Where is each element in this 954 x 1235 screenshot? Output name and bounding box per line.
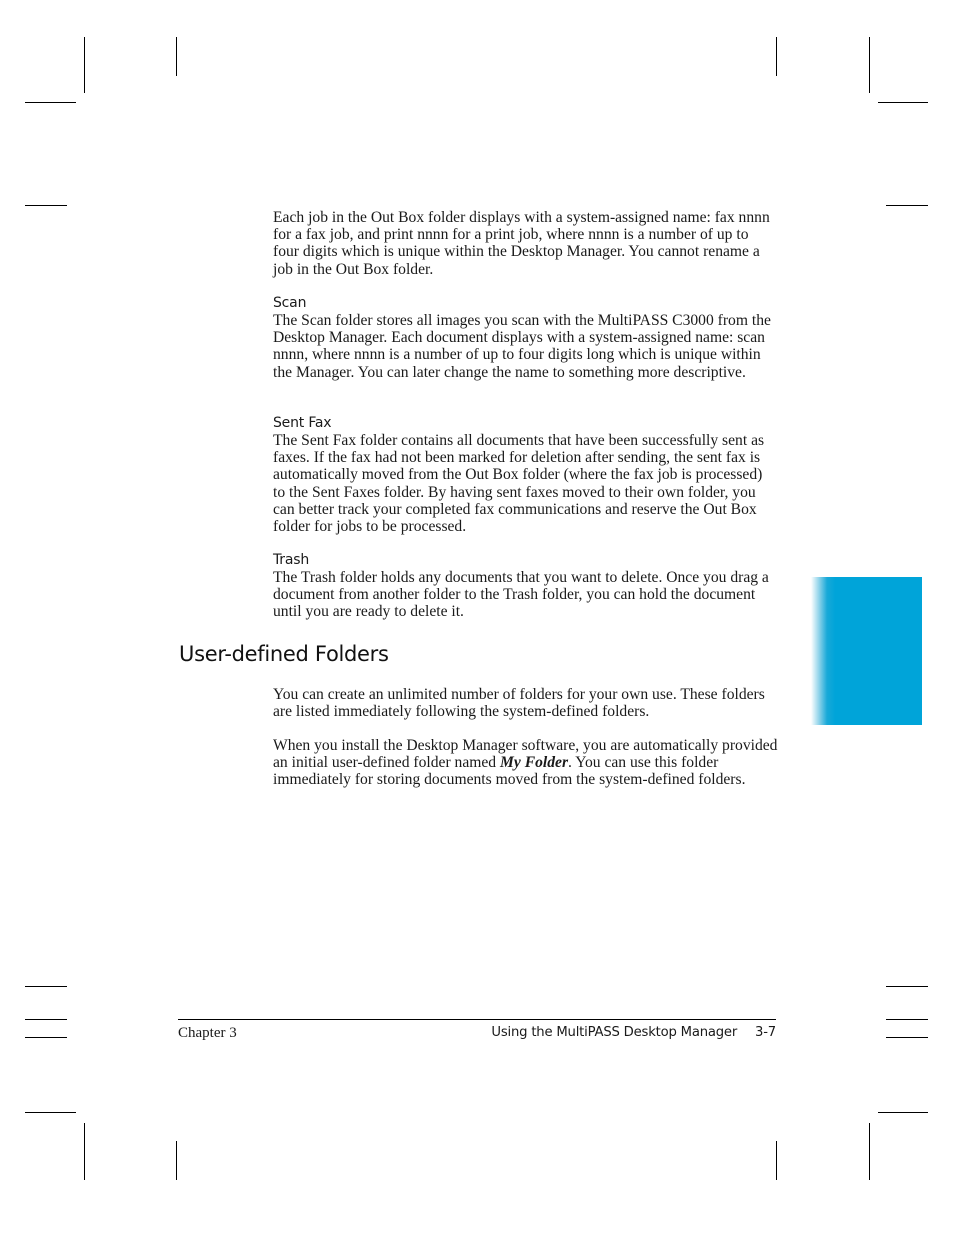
crop-mark	[25, 205, 67, 206]
crop-mark	[84, 1123, 85, 1180]
section-title: User-defined Folders	[179, 642, 389, 666]
user-defined-block-2	[273, 737, 778, 789]
crop-mark	[776, 1141, 777, 1180]
crop-mark	[886, 205, 928, 206]
scan-heading: Scan	[273, 295, 307, 311]
paragraph-text: When you install the Desktop Manager software, you are automatically provided an initial user-defined folder named	[273, 737, 778, 772]
user-defined-block-1	[273, 686, 778, 720]
chapter-tab	[811, 577, 922, 725]
sent-fax-block	[273, 415, 778, 535]
crop-mark	[84, 37, 85, 93]
crop-mark	[25, 102, 76, 103]
crop-mark	[878, 102, 928, 103]
intro-paragraph: Each job in the Out Box folder displays with a system-assigned name: fax nnnn for a fax job, and print nnnn for a print job, where nnnn is a number of up to four digits which is unique within the Desktop Manager. You cannot rename a job in the Out Box folder.	[273, 209, 770, 278]
sent-fax-paragraph: The Sent Fax folder contains all documents that have been successfully sent as faxes. If the fax had not been marked for deletion after sending, the sent fax is automatically moved from the Out Box folder (where the fax job is processed) to the Sent Faxes folder. By having sent faxes moved to their own folder, you can better track your completed fax communications and reserve the Out Box folder for jobs to be processed.	[273, 432, 765, 536]
crop-mark	[176, 1141, 177, 1180]
crop-mark	[25, 1112, 76, 1113]
trash-paragraph: The Trash folder holds any documents that you want to delete. Once you drag a document from another folder to the Trash folder, you can hold the document until you are ready to delete it.	[273, 569, 769, 621]
trash-block	[273, 552, 778, 621]
crop-mark	[25, 986, 67, 987]
crop-mark	[878, 1112, 928, 1113]
footer-running-title	[491, 1025, 776, 1040]
footer-title: Using the MultiPASS Desktop Manager	[491, 1025, 738, 1040]
crop-mark	[25, 1019, 67, 1020]
footer-rule	[178, 1019, 776, 1020]
paragraph-text: . You can use this folder immediately for storing documents moved from the system-defined folders.	[273, 754, 746, 789]
crop-mark	[776, 37, 777, 76]
user-defined-paragraph-2	[273, 737, 778, 789]
crop-mark	[886, 1037, 928, 1038]
trash-heading: Trash	[273, 552, 309, 568]
page-number: 3-7	[755, 1025, 776, 1040]
folder-name-emphasis: My Folder	[500, 754, 569, 772]
scan-block	[273, 295, 778, 381]
crop-mark	[869, 37, 870, 93]
crop-mark	[25, 1037, 67, 1038]
user-defined-paragraph-1: You can create an unlimited number of folders for your own use. These folders are listed immediately following the system-defined folders.	[273, 686, 765, 721]
crop-mark	[886, 986, 928, 987]
intro-block	[273, 209, 778, 278]
crop-mark	[869, 1123, 870, 1180]
crop-mark	[886, 1019, 928, 1020]
footer-chapter: Chapter 3	[178, 1025, 237, 1041]
crop-mark	[176, 37, 177, 76]
sent-fax-heading: Sent Fax	[273, 415, 332, 431]
scan-paragraph: The Scan folder stores all images you scan with the MultiPASS C3000 from the Desktop Manager. Each document displays with a system-assigned name: scan nnnn, where nnnn is a number of up to four digits long which is unique within the Manager. You can later change the name to something more descriptive.	[273, 312, 771, 381]
